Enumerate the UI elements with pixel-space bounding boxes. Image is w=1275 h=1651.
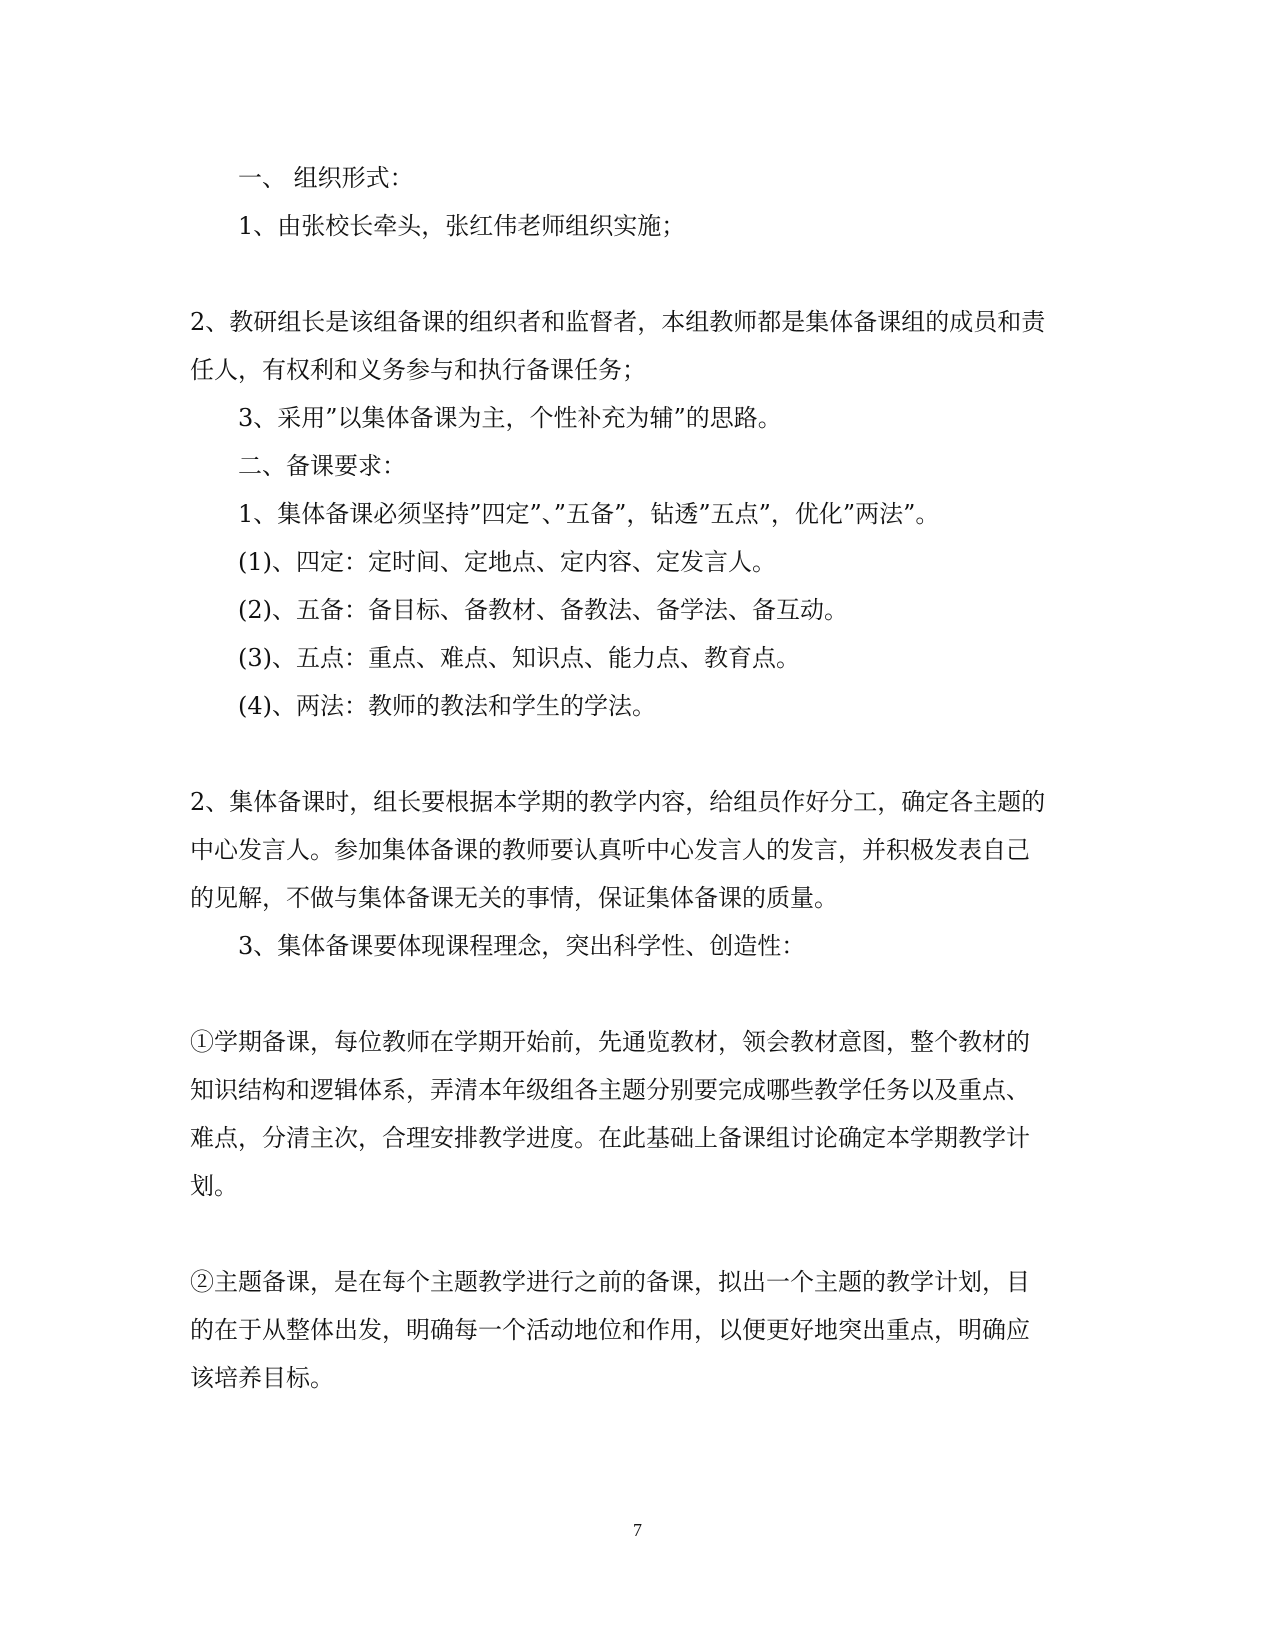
paragraph-line: ①学期备课，每位教师在学期开始前，先通览教材，领会教材意图，整个教材的 [190, 1028, 1030, 1056]
page-number: 7 [633, 1520, 642, 1540]
paragraph-line: 该培养目标。 [190, 1364, 334, 1392]
paragraph-line: ②主题备课，是在每个主题教学进行之前的备课，拟出一个主题的教学计划，目 [190, 1268, 1030, 1296]
paragraph-line: 知识结构和逻辑体系，弄清本年级组各主题分别要完成哪些教学任务以及重点、 [190, 1076, 1030, 1104]
paragraph-line: 的见解，不做与集体备课无关的事情，保证集体备课的质量。 [190, 884, 838, 912]
paragraph-line: 难点，分清主次，合理安排教学进度。在此基础上备课组讨论确定本学期教学计 [190, 1124, 1030, 1152]
paragraph-line: 2、教研组长是该组备课的组织者和监督者，本组教师都是集体备课组的成员和责 [190, 308, 1046, 336]
paragraph-line: 1、由张校长牵头，张红伟老师组织实施； [238, 212, 686, 240]
list-item: (1)、四定：定时间、定地点、定内容、定发言人。 [238, 548, 776, 576]
paragraph-line: 任人，有权利和义务参与和执行备课任务； [190, 356, 646, 384]
document-body [190, 154, 1080, 1402]
paragraph-gap [190, 970, 1080, 1018]
paragraph-gap [190, 730, 1080, 778]
paragraph-gap [190, 250, 1080, 298]
paragraph-line: 1、集体备课必须坚持”四定”、”五备”，钻透”五点”，优化”两法”。 [238, 500, 940, 528]
list-item: (4)、两法：教师的教法和学生的学法。 [238, 692, 656, 720]
paragraph-line: 3、集体备课要体现课程理念，突出科学性、创造性： [238, 932, 806, 960]
paragraph-gap [190, 1210, 1080, 1258]
paragraph-line: 2、集体备课时，组长要根据本学期的教学内容，给组员作好分工，确定各主题的 [190, 788, 1046, 816]
paragraph-line: 划。 [190, 1172, 238, 1200]
list-item: (3)、五点：重点、难点、知识点、能力点、教育点。 [238, 644, 800, 672]
section-heading-organization: 一、 组织形式： [238, 164, 414, 192]
paragraph-line: 中心发言人。参加集体备课的教师要认真听中心发言人的发言，并积极发表自己 [190, 836, 1030, 864]
paragraph-line: 的在于从整体出发，明确每一个活动地位和作用，以便更好地突出重点，明确应 [190, 1316, 1030, 1344]
section-heading-requirements: 二、备课要求： [238, 452, 406, 480]
paragraph-line: 3、采用”以集体备课为主，个性补充为辅”的思路。 [238, 404, 782, 432]
list-item: (2)、五备：备目标、备教材、备教法、备学法、备互动。 [238, 596, 848, 624]
